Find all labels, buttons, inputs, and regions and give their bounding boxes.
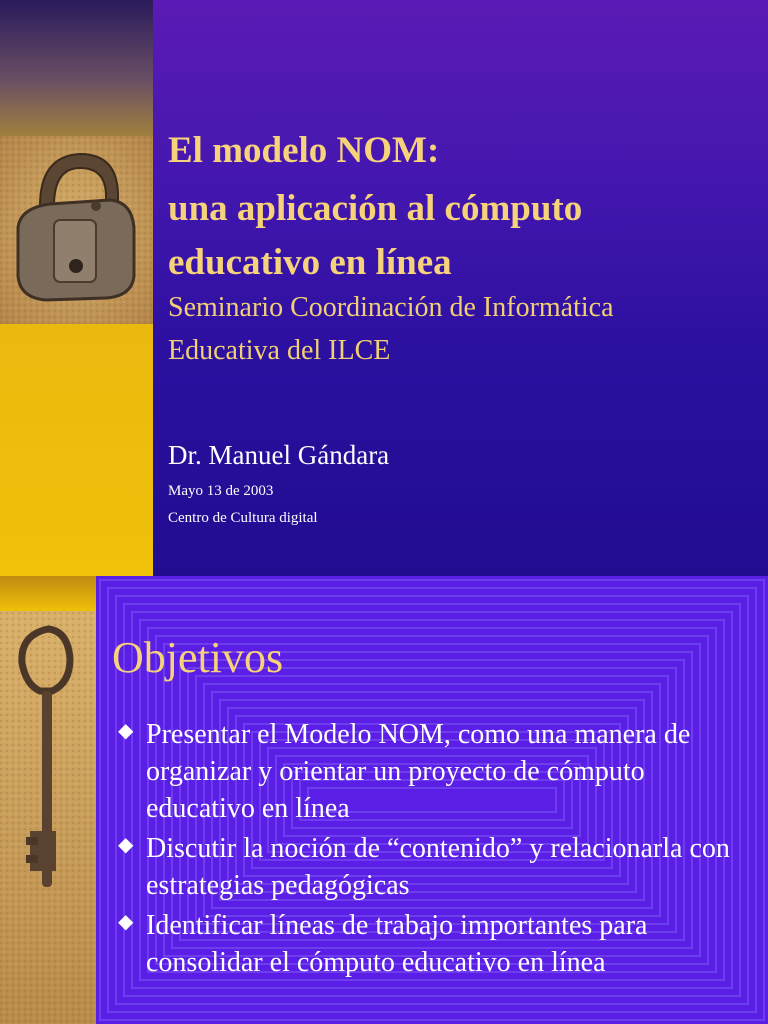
padlock-photo bbox=[0, 136, 153, 324]
title-line-2: una aplicación al cómputo bbox=[168, 188, 583, 229]
author-name: Dr. Manuel Gándara bbox=[168, 440, 390, 470]
list-item-text: Presentar el Modelo NOM, como una manera de organizar y orientar un proyecto de cómputo educativo en línea bbox=[146, 719, 691, 824]
diamond-bullet-icon: ◆ bbox=[118, 911, 134, 933]
venue: Centro de Cultura digital bbox=[168, 510, 318, 526]
subtitle-line-1: Seminario Coordinación de Informática bbox=[168, 292, 614, 323]
list-item bbox=[118, 716, 758, 827]
subtitle-line-2: Educativa del ILCE bbox=[168, 335, 391, 366]
presentation-date: Mayo 13 de 2003 bbox=[168, 483, 274, 499]
list-item-text: Identificar líneas de trabajo importantes para consolidar el cómputo educativo en línea bbox=[146, 910, 648, 978]
key-photo bbox=[0, 611, 96, 1024]
list-item-text: Discutir la noción de “contenido” y relacionarla con estrategias pedagógicas bbox=[146, 833, 730, 901]
title-line-3: educativo en línea bbox=[168, 242, 452, 283]
objectives-slide bbox=[0, 576, 768, 1024]
objectives-list bbox=[118, 716, 758, 984]
diamond-bullet-icon: ◆ bbox=[118, 834, 134, 856]
list-item bbox=[118, 830, 758, 904]
title-line-1: El modelo NOM: bbox=[168, 130, 440, 171]
diamond-bullet-icon: ◆ bbox=[118, 720, 134, 742]
slide-heading: Objetivos bbox=[112, 633, 284, 682]
list-item bbox=[118, 907, 758, 981]
